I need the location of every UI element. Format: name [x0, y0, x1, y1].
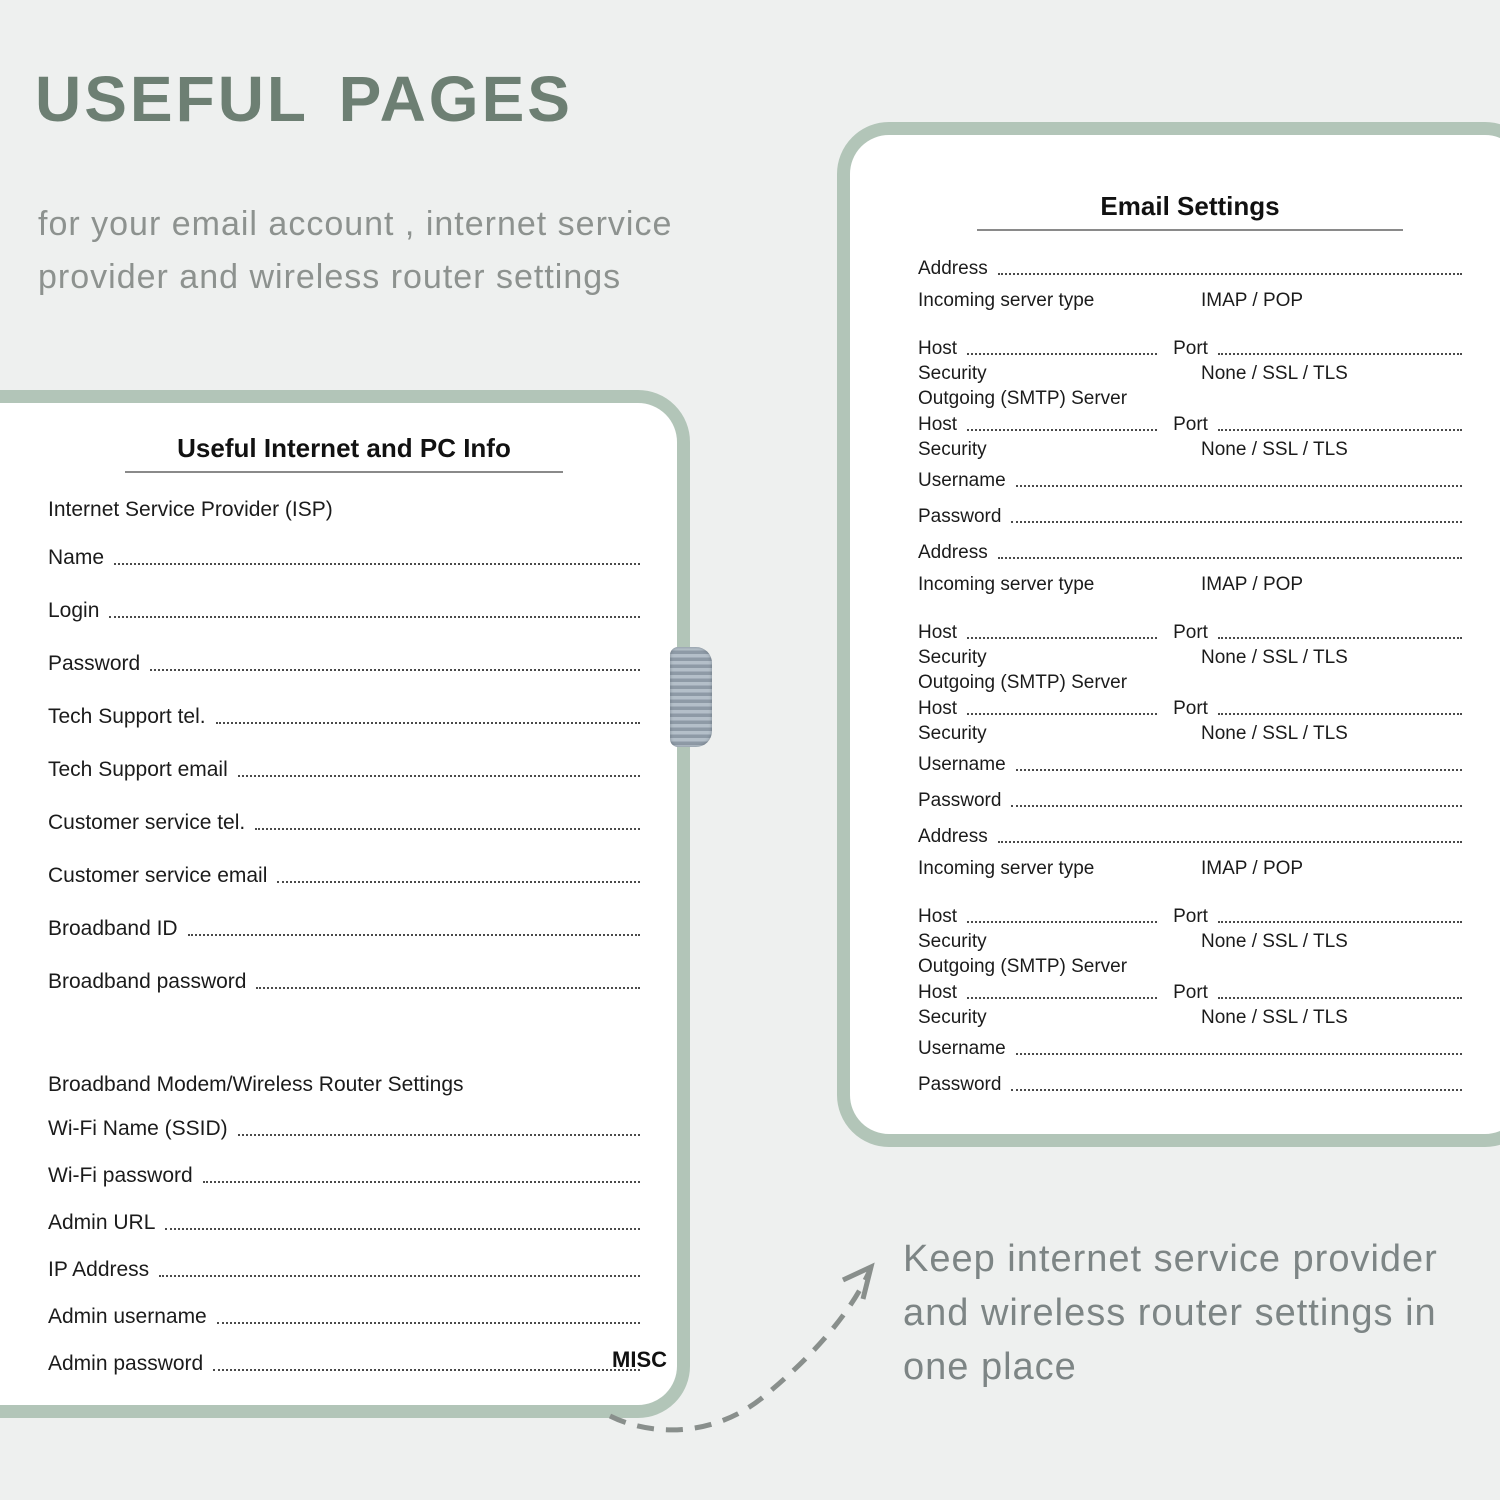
field-label: Admin URL [48, 1211, 156, 1234]
field-label: Security [918, 723, 987, 744]
left-page-title: Useful Internet and PC Info [177, 433, 511, 463]
dotted-line [1016, 769, 1462, 771]
field-label: Wi-Fi Name (SSID) [48, 1117, 228, 1140]
field-label: Port [1173, 982, 1208, 1003]
field-label: Broadband password [48, 970, 247, 993]
dotted-line [114, 563, 640, 565]
field-row-login [48, 600, 640, 622]
row-outgoing-server-header [918, 389, 1462, 409]
field-label: Incoming server type [918, 858, 1095, 879]
field-row-tech-support-tel [48, 706, 640, 728]
row-outgoing-host-port [918, 699, 1462, 719]
dotted-line [188, 934, 640, 936]
field-value: None / SSL / TLS [1201, 439, 1348, 460]
row-incoming-security [918, 364, 1462, 384]
row-username [918, 1039, 1462, 1059]
row-incoming-security [918, 932, 1462, 952]
field-label: Host [918, 338, 958, 359]
dashed-arrow-icon [590, 1248, 890, 1458]
dotted-line [1218, 637, 1462, 639]
field-row-name [48, 547, 640, 569]
field-label: Wi-Fi password [48, 1164, 193, 1187]
field-label: Username [918, 1038, 1006, 1059]
field-label: Port [1173, 698, 1208, 719]
field-label: Host [918, 622, 958, 643]
field-row-wifi-password [48, 1165, 640, 1187]
dotted-line [238, 1134, 640, 1136]
email-account-block [918, 543, 1462, 811]
left-title-underline [125, 471, 563, 473]
dotted-line [1016, 1053, 1462, 1055]
dotted-line [1011, 1089, 1462, 1091]
row-incoming-host-port [918, 907, 1462, 927]
dotted-line [1016, 485, 1462, 487]
router-section-header: Broadband Modem/Wireless Router Settings [48, 1073, 464, 1096]
field-label: Port [1173, 622, 1208, 643]
field-label: Broadband ID [48, 917, 178, 940]
field-label: Outgoing (SMTP) Server [918, 672, 1128, 693]
row-outgoing-security [918, 1008, 1462, 1028]
dotted-line [150, 669, 640, 671]
row-outgoing-host-port [918, 983, 1462, 1003]
field-label: Admin username [48, 1305, 207, 1328]
row-outgoing-security [918, 440, 1462, 460]
dotted-line [967, 997, 1157, 999]
row-incoming-server-type [918, 291, 1462, 311]
field-label: Tech Support email [48, 758, 228, 781]
field-value: IMAP / POP [1201, 574, 1304, 595]
isp-section-header: Internet Service Provider (ISP) [48, 498, 333, 521]
field-label: Port [1173, 414, 1208, 435]
field-label: Security [918, 931, 987, 952]
dotted-line [255, 828, 640, 830]
dotted-line [1218, 713, 1462, 715]
subtitle-line-1: for your email account , internet service [38, 205, 673, 243]
field-label: Password [918, 1074, 1002, 1095]
field-label: Security [918, 647, 987, 668]
notebook-page-email-settings [837, 122, 1500, 1147]
dotted-line [1218, 997, 1462, 999]
field-label: Password [918, 506, 1002, 527]
field-row-customer-service-tel [48, 812, 640, 834]
dotted-line [213, 1369, 640, 1371]
row-incoming-security [918, 648, 1462, 668]
row-outgoing-server-header [918, 673, 1462, 693]
dotted-line [998, 841, 1462, 843]
field-row-tech-support-email [48, 759, 640, 781]
field-row-admin-password [48, 1353, 640, 1375]
field-label: Host [918, 414, 958, 435]
dotted-line [998, 273, 1462, 275]
field-label: Admin password [48, 1352, 204, 1375]
field-value: None / SSL / TLS [1201, 1007, 1348, 1028]
row-outgoing-server-header [918, 957, 1462, 977]
callout-line-2: and wireless router settings in [903, 1292, 1437, 1334]
field-value: None / SSL / TLS [1201, 931, 1348, 952]
email-account-block [918, 827, 1462, 1095]
field-row-broadband-id [48, 918, 640, 940]
dotted-line [217, 1322, 640, 1324]
notebook-page-internet-info [0, 390, 690, 1418]
row-address [918, 259, 1462, 279]
field-row-broadband-password [48, 971, 640, 993]
dotted-line [967, 921, 1157, 923]
dotted-line [967, 637, 1157, 639]
dotted-line [998, 557, 1462, 559]
field-label: Password [48, 652, 141, 675]
callout-line-1: Keep internet service provider [903, 1238, 1438, 1280]
dotted-line [216, 722, 640, 724]
row-outgoing-security [918, 724, 1462, 744]
row-password [918, 791, 1462, 811]
field-label: Security [918, 363, 987, 384]
row-incoming-server-type [918, 575, 1462, 595]
row-password [918, 1075, 1462, 1095]
field-label: Customer service email [48, 864, 268, 887]
field-row-admin-username [48, 1306, 640, 1328]
field-value: None / SSL / TLS [1201, 723, 1348, 744]
field-label: Host [918, 906, 958, 927]
field-label: Host [918, 698, 958, 719]
row-address [918, 827, 1462, 847]
elastic-pen-loop [670, 647, 712, 747]
field-row-customer-service-email [48, 865, 640, 887]
field-value: IMAP / POP [1201, 858, 1304, 879]
field-value: IMAP / POP [1201, 290, 1304, 311]
dotted-line [203, 1181, 640, 1183]
row-username [918, 755, 1462, 775]
field-label: Outgoing (SMTP) Server [918, 956, 1128, 977]
callout-text [903, 1232, 1438, 1394]
dotted-line [1011, 521, 1462, 523]
dotted-line [1218, 921, 1462, 923]
field-label: Address [918, 542, 988, 563]
field-label: IP Address [48, 1258, 150, 1281]
dotted-line [967, 713, 1157, 715]
field-value: None / SSL / TLS [1201, 647, 1348, 668]
field-row-password [48, 653, 640, 675]
field-label: Port [1173, 906, 1208, 927]
dotted-line [159, 1275, 640, 1277]
dotted-line [967, 429, 1157, 431]
dotted-line [967, 353, 1157, 355]
field-label: Security [918, 439, 987, 460]
field-row-admin-url [48, 1212, 640, 1234]
field-label: Username [918, 470, 1006, 491]
field-label: Password [918, 790, 1002, 811]
field-label: Name [48, 546, 105, 569]
row-incoming-server-type [918, 859, 1462, 879]
field-row-ip-address [48, 1259, 640, 1281]
field-label: Tech Support tel. [48, 705, 206, 728]
field-label: Security [918, 1007, 987, 1028]
field-row-wifi-name [48, 1118, 640, 1140]
field-label: Username [918, 754, 1006, 775]
dotted-line [256, 987, 640, 989]
field-label: Host [918, 982, 958, 1003]
page-subtitle [38, 198, 672, 304]
field-label: Incoming server type [918, 574, 1095, 595]
row-incoming-host-port [918, 623, 1462, 643]
callout-line-3: one place [903, 1346, 1077, 1388]
dotted-line [165, 1228, 640, 1230]
row-incoming-host-port [918, 339, 1462, 359]
email-title-underline [977, 229, 1403, 231]
email-page-title: Email Settings [1100, 191, 1280, 221]
field-label: Login [48, 599, 100, 622]
subtitle-line-2: provider and wireless router settings [38, 258, 622, 296]
dotted-line [277, 881, 640, 883]
field-value: None / SSL / TLS [1201, 363, 1348, 384]
dotted-line [1218, 429, 1462, 431]
field-label: Outgoing (SMTP) Server [918, 388, 1128, 409]
dotted-line [1218, 353, 1462, 355]
page-title: USEFUL PAGES [35, 63, 573, 135]
field-label: Address [918, 826, 988, 847]
field-label: Incoming server type [918, 290, 1095, 311]
row-password [918, 507, 1462, 527]
dotted-line [238, 775, 640, 777]
misc-tab-label: MISC [612, 1347, 667, 1372]
field-label: Customer service tel. [48, 811, 246, 834]
field-label: Address [918, 258, 988, 279]
field-label: Port [1173, 338, 1208, 359]
row-address [918, 543, 1462, 563]
dotted-line [1011, 805, 1462, 807]
row-outgoing-host-port [918, 415, 1462, 435]
dotted-line [109, 616, 640, 618]
row-username [918, 471, 1462, 491]
email-account-block [918, 259, 1462, 527]
